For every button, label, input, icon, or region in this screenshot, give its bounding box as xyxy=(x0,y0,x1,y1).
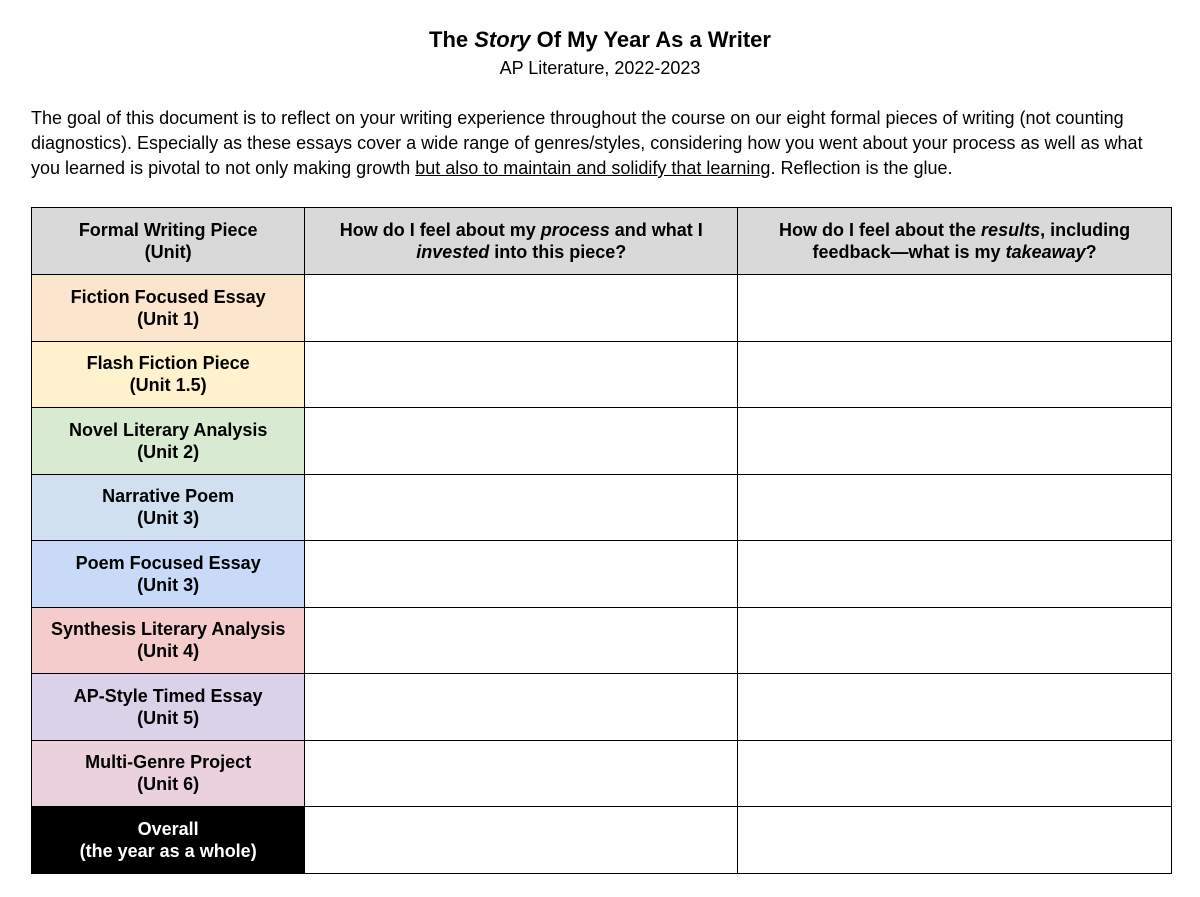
writing-piece-unit: (the year as a whole) xyxy=(79,840,257,861)
writing-piece-unit: (Unit 4) xyxy=(137,641,200,662)
writing-piece-name: Flash Fiction Piece xyxy=(86,353,250,374)
writing-piece-unit: (Unit 3) xyxy=(137,508,200,529)
writing-piece-unit: (Unit 1) xyxy=(137,308,200,329)
results-response-cell[interactable] xyxy=(738,607,1172,674)
table-body xyxy=(32,275,1172,874)
writing-piece-cell xyxy=(32,408,305,475)
table-row xyxy=(32,408,1172,475)
writing-piece-cell xyxy=(32,474,305,541)
process-response-cell[interactable] xyxy=(305,341,738,408)
writing-piece-cell xyxy=(32,541,305,608)
table-row xyxy=(32,275,1172,342)
header-results: How do I feel about the results, including feedback—what is my takeaway? xyxy=(738,208,1172,275)
writing-piece-cell xyxy=(32,341,305,408)
process-response-cell[interactable] xyxy=(305,474,738,541)
writing-piece-name: Multi-Genre Project xyxy=(85,752,252,773)
process-response-cell[interactable] xyxy=(305,607,738,674)
reflection-table xyxy=(31,207,1172,874)
underlined-phrase: but also to maintain and solidify that learning xyxy=(415,158,771,178)
document-title: The Story Of My Year As a Writer xyxy=(429,27,771,52)
writing-piece-unit: (Unit 6) xyxy=(137,774,200,795)
writing-piece-cell xyxy=(32,674,305,741)
header-process: How do I feel about my process and what I invested into this piece? xyxy=(305,208,738,275)
writing-piece-unit: (Unit 5) xyxy=(137,707,200,728)
results-response-cell[interactable] xyxy=(738,408,1172,475)
process-response-cell[interactable] xyxy=(305,541,738,608)
writing-piece-cell xyxy=(32,275,305,342)
table-row xyxy=(32,474,1172,541)
results-response-cell[interactable] xyxy=(738,807,1172,874)
writing-piece-name: AP-Style Timed Essay xyxy=(73,685,263,706)
writing-piece-name: Narrative Poem xyxy=(102,486,235,507)
writing-piece-unit: (Unit 1.5) xyxy=(129,375,207,396)
results-response-cell[interactable] xyxy=(738,341,1172,408)
table-row xyxy=(32,807,1172,874)
writing-piece-name: Poem Focused Essay xyxy=(75,552,261,573)
document-subtitle: AP Literature, 2022-2023 xyxy=(499,58,701,78)
process-response-cell[interactable] xyxy=(305,674,738,741)
process-response-cell[interactable] xyxy=(305,275,738,342)
writing-piece-cell xyxy=(32,740,305,807)
writing-piece-name: Novel Literary Analysis xyxy=(68,419,268,440)
results-response-cell[interactable] xyxy=(738,674,1172,741)
writing-piece-unit: (Unit 3) xyxy=(137,574,200,595)
writing-piece-name: Overall xyxy=(137,818,199,839)
process-response-cell[interactable] xyxy=(305,740,738,807)
table-row xyxy=(32,674,1172,741)
header-formal-writing-piece: Formal Writing Piece (Unit) xyxy=(32,208,305,275)
writing-piece-unit: (Unit 2) xyxy=(137,441,200,462)
process-response-cell[interactable] xyxy=(305,807,738,874)
writing-piece-name: Fiction Focused Essay xyxy=(70,286,266,307)
table-row xyxy=(32,740,1172,807)
intro-paragraph: The goal of this document is to reflect on your writing experience throughout the course on our eight formal pieces of writing (not counting diagnostics). Especially as these essays cover a wide range of genres/styles, considering how you went about your process as well as what you learned is pivotal to not only making growth but also to maintain and solidify that learning. Reflection is the glue. xyxy=(31,108,1143,178)
results-response-cell[interactable] xyxy=(738,740,1172,807)
writing-piece-cell xyxy=(32,807,305,874)
table-row xyxy=(32,541,1172,608)
table-row xyxy=(32,341,1172,408)
writing-piece-cell xyxy=(32,607,305,674)
table-header-row xyxy=(32,208,1172,275)
results-response-cell[interactable] xyxy=(738,474,1172,541)
results-response-cell[interactable] xyxy=(738,275,1172,342)
process-response-cell[interactable] xyxy=(305,408,738,475)
writing-piece-name: Synthesis Literary Analysis xyxy=(50,619,286,640)
table-row xyxy=(32,607,1172,674)
results-response-cell[interactable] xyxy=(738,541,1172,608)
